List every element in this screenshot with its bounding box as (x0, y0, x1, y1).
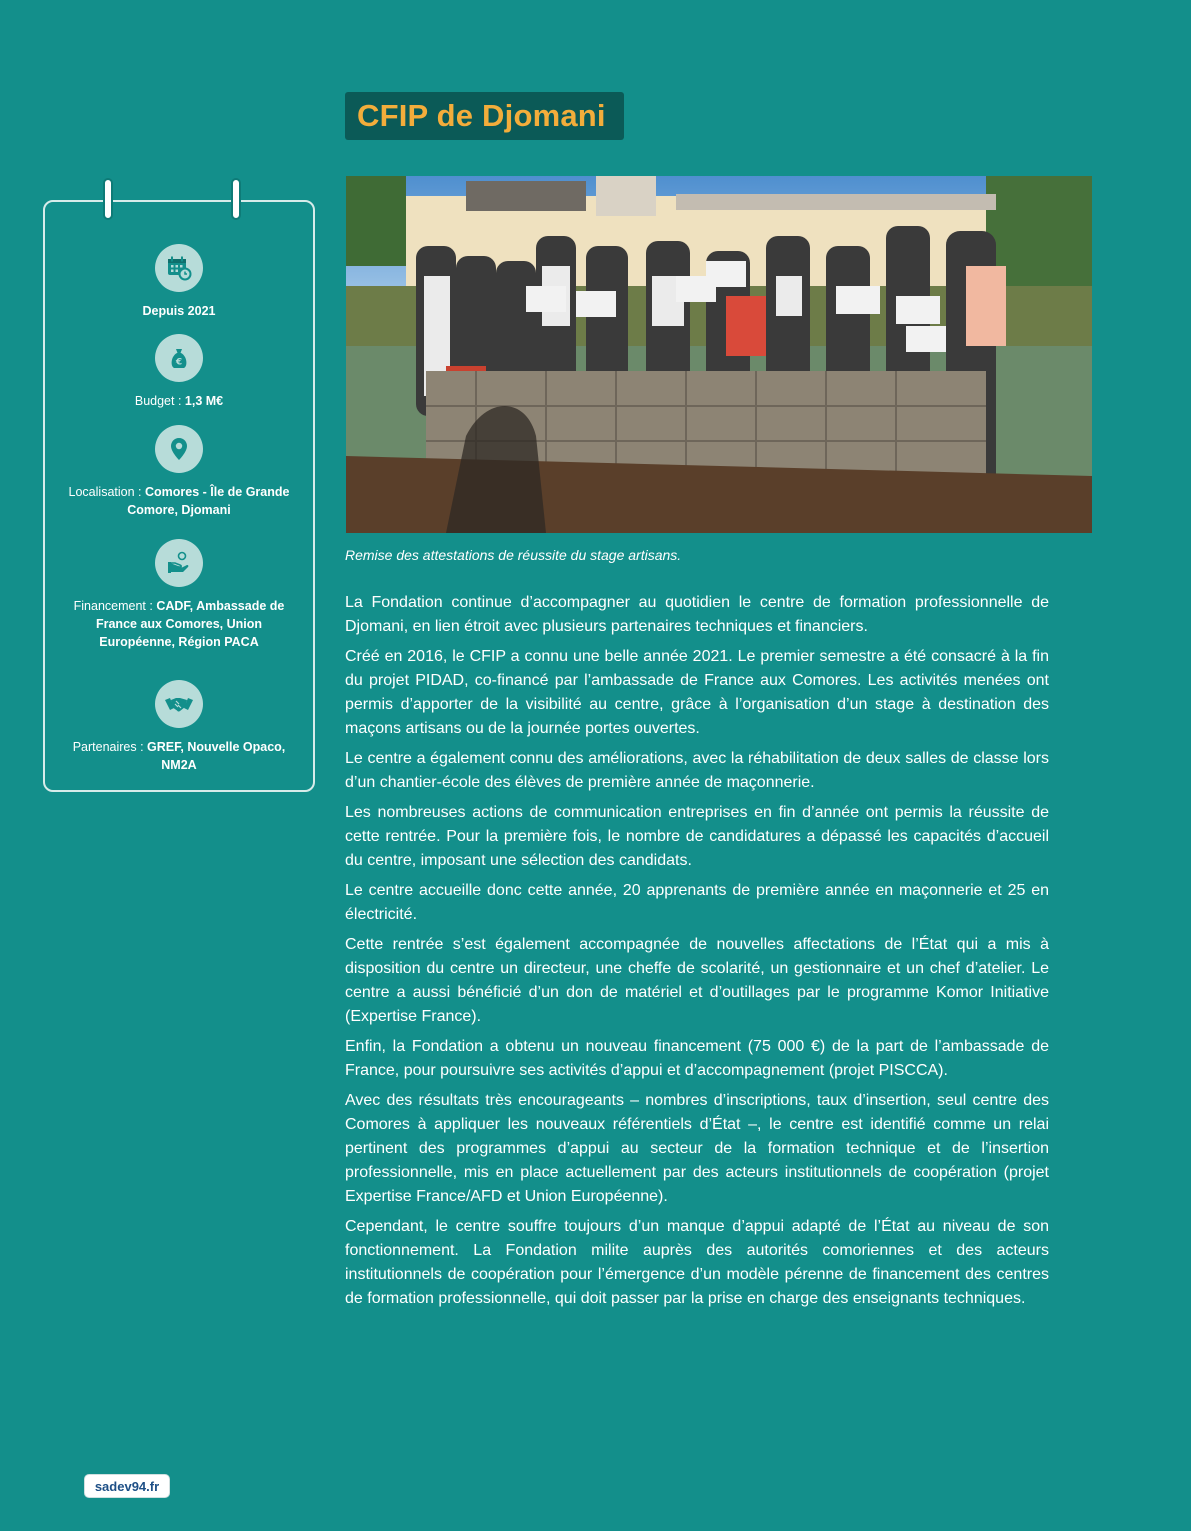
info-card (43, 200, 315, 792)
location-label: Localisation : (68, 485, 145, 499)
location-pin-icon (155, 425, 203, 473)
location-value: Comores - Île de Grande Comore, Djomani (127, 485, 290, 517)
photo-caption: Remise des attestations de réussite du stage artisans. (345, 547, 682, 563)
paragraph: Le centre a également connu des améliorations, avec la réhabilitation de deux salles de classe lors d’un chantier-école des élèves de première année de maçonnerie. (345, 750, 1049, 791)
paragraph: Le centre accueille donc cette année, 20 apprenants de première année en maçonnerie et 25 en électricité. (345, 882, 1049, 923)
page-title: CFIP de Djomani (357, 98, 606, 133)
budget-value: 1,3 M€ (184, 394, 224, 408)
page-title-box (345, 92, 624, 140)
funding-value: CADF, Ambassade de France aux Comores, Union Européenne, Région PACA (95, 599, 285, 649)
svg-text:€: € (175, 357, 183, 368)
calendar-icon (155, 244, 203, 292)
money-bag-icon (155, 334, 203, 382)
article-body (345, 591, 1049, 1317)
partners-value: GREF, Nouvelle Opaco, NM2A (147, 740, 286, 772)
binder-ring (103, 178, 113, 220)
paragraph: La Fondation continue d’accompagner au quotidien le centre de formation professionnelle de Djomani, en lien étroit avec plusieurs partenaires techniques et financiers. (345, 594, 1049, 635)
info-partners (45, 680, 313, 774)
paragraph: Avec des résultats très encourageants – nombres d’inscriptions, taux d’insertion, seul centre des Comores à appliquer les nouveaux référentiels d’État –, le centre est identifié comme un relai pertinent des programmes d’appui au secteur de la formation technique et de l’insertion professionnelle, mis en place actuellement par des acteurs institutionnels de coopération (projet Expertise France/AFD et Union Européenne). (345, 1092, 1049, 1205)
info-budget (45, 334, 313, 410)
info-location (45, 425, 313, 519)
group-photo-illustration (346, 176, 1092, 533)
hand-coin-icon (155, 539, 203, 587)
since-text: Depuis 2021 (142, 304, 216, 318)
paragraph: Cette rentrée s’est également accompagnée de nouvelles affectations de l’État qui a mis à disposition du centre un directeur, une cheffe de scolarité, un gestionnaire et un chef d’atelier. Le centre a aussi bénéficié d’un don de matériel et d’outillages par le programme Komor Initiative (Expertise France). (345, 936, 1049, 1025)
info-since (45, 244, 313, 320)
paragraph: Cependant, le centre souffre toujours d’un manque d’appui adapté de l’État au niveau de son fonctionnement. La Fondation milite auprès des autorités comoriennes et des acteurs institutionnels de coopération pour l’émergence d’un modèle pérenne de financement des centres de formation professionnelle, qui doit passer par la prise en charge des enseignants techniques. (345, 1218, 1049, 1307)
funding-label: Financement : (73, 599, 157, 613)
info-funding (45, 539, 313, 651)
paragraph: Les nombreuses actions de communication entreprises en fin d’année ont permis la réussite de cette rentrée. Pour la première fois, le nombre de candidatures a dépassé les capacités d’accueil du centre, imposant une sélection des candidats. (345, 804, 1049, 869)
group-photo (346, 176, 1092, 533)
paragraph: Enfin, la Fondation a obtenu un nouveau financement (75 000 €) de la part de l’ambassade de France, pour poursuivre ses activités d’appui et d’accompagnement (projet PISCCA). (345, 1038, 1049, 1079)
partners-label: Partenaires : (72, 740, 148, 754)
binder-ring (231, 178, 241, 220)
budget-label: Budget : (134, 394, 185, 408)
handshake-icon (155, 680, 203, 728)
paragraph: Créé en 2016, le CFIP a connu une belle année 2021. Le premier semestre a été consacré à la fin du projet PIDAD, co-financé par l’ambassade de France aux Comores. Les activités menées ont permis d’apporter de la visibilité au centre, grâce à l’organisation d’un stage à destination des maçons artisans ou de la journée portes ouvertes. (345, 648, 1049, 737)
site-link[interactable]: sadev94.fr (85, 1475, 169, 1497)
